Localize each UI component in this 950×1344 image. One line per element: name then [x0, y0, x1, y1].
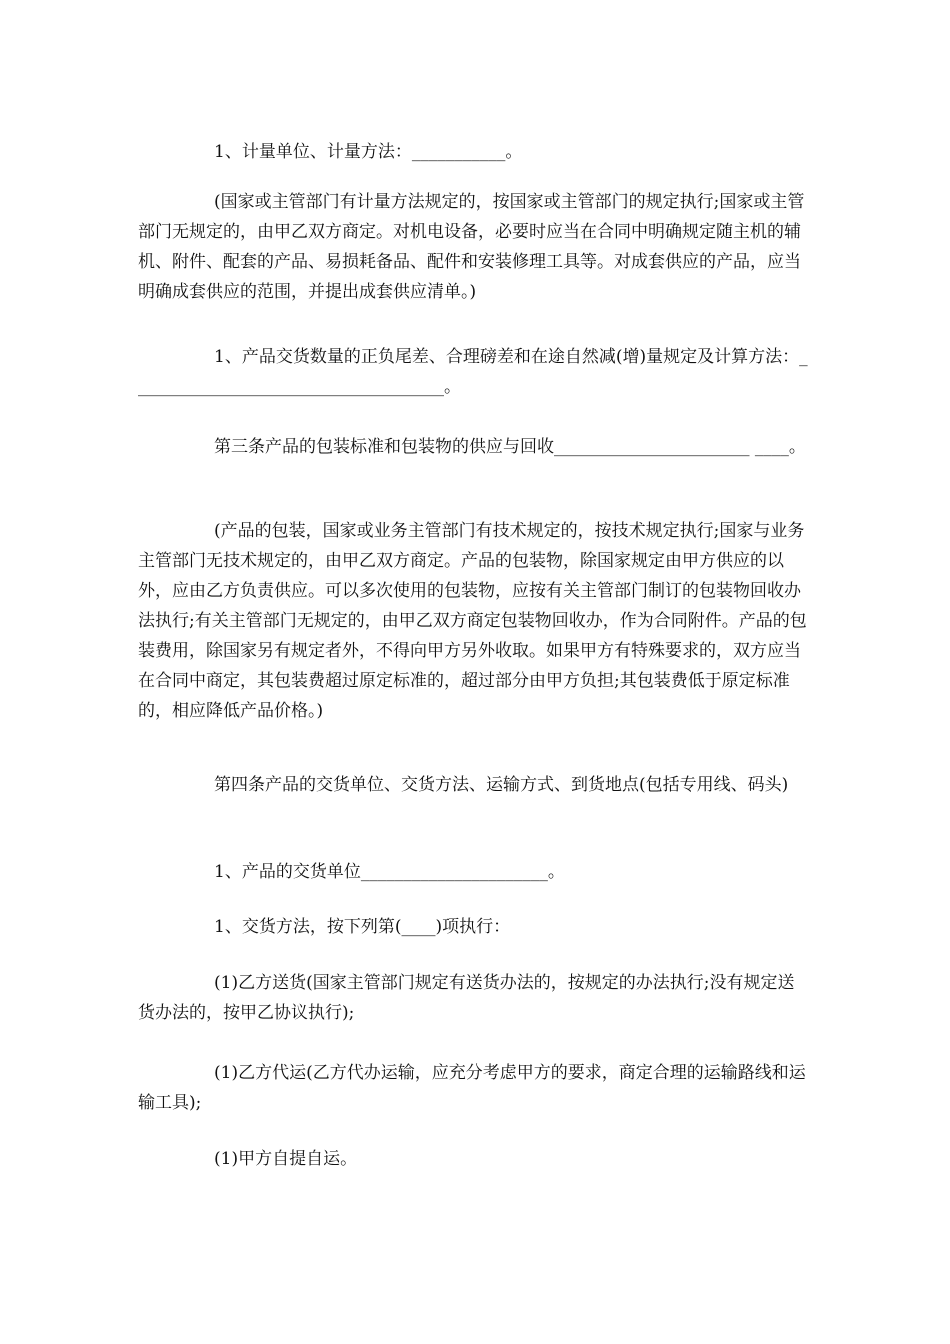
option-buyer-pickup: (1)甲方自提自运。	[214, 1149, 358, 1169]
option-seller-delivery: (1)乙方送货(国家主管部门规定有送货办法的，按规定的办法执行;没有规定送货办法的，按甲乙协议执行);	[138, 973, 795, 1023]
article-three-heading: 第三条产品的包装标准和包装物的供应与回收_______________________ ____。	[214, 437, 806, 457]
option-seller-shipping: (1)乙方代运(乙方代办运输，应充分考虑甲方的要求，商定合理的运输路线和运输工具);	[138, 1063, 806, 1113]
measure-method-note: (国家或主管部门有计量方法规定的，按国家或主管部门的规定执行;国家或主管部门无规定的，由甲乙双方商定。对机电设备，必要时应当在合同中明确规定随主机的辅机、附件、配套的产品、易损耗备品、配件和安装修理工具等。对成套供应的产品，应当明确成套供应的范围，并提出成套供应清单。)	[138, 192, 805, 302]
packaging-note: (产品的包装，国家或业务主管部门有技术规定的，按技术规定执行;国家与业务主管部门无技术规定的，由甲乙双方商定。产品的包装物，除国家规定由甲方供应的以外，应由乙方负责供应。可以多次使用的包装物，应按有关主管部门制订的包装物回收办法执行;有关主管部门无规定的，由甲乙双方商定包装物回收办，作为合同附件。产品的包装费用，除国家另有规定者外，不得向甲方另外收取。如果甲方有特殊要求的，双方应当在合同中商定，其包装费超过原定标准的，超过部分由甲方负担;其包装费低于原定标准的，相应降低产品价格。)	[138, 521, 807, 721]
measure-unit-clause: 1、计量单位、计量方法：___________。	[214, 142, 523, 162]
delivery-unit-clause: 1、产品的交货单位______________________。	[214, 862, 565, 882]
article-four-heading: 第四条产品的交货单位、交货方法、运输方式、到货地点(包括专用线、码头)	[214, 775, 789, 795]
quantity-tolerance-clause: 1、产品交货数量的正负尾差、合理磅差和在途自然减(增)量规定及计算方法：_____________________________________。	[138, 347, 808, 397]
delivery-method-clause: 1、交货方法，按下列第(____)项执行：	[214, 917, 511, 937]
